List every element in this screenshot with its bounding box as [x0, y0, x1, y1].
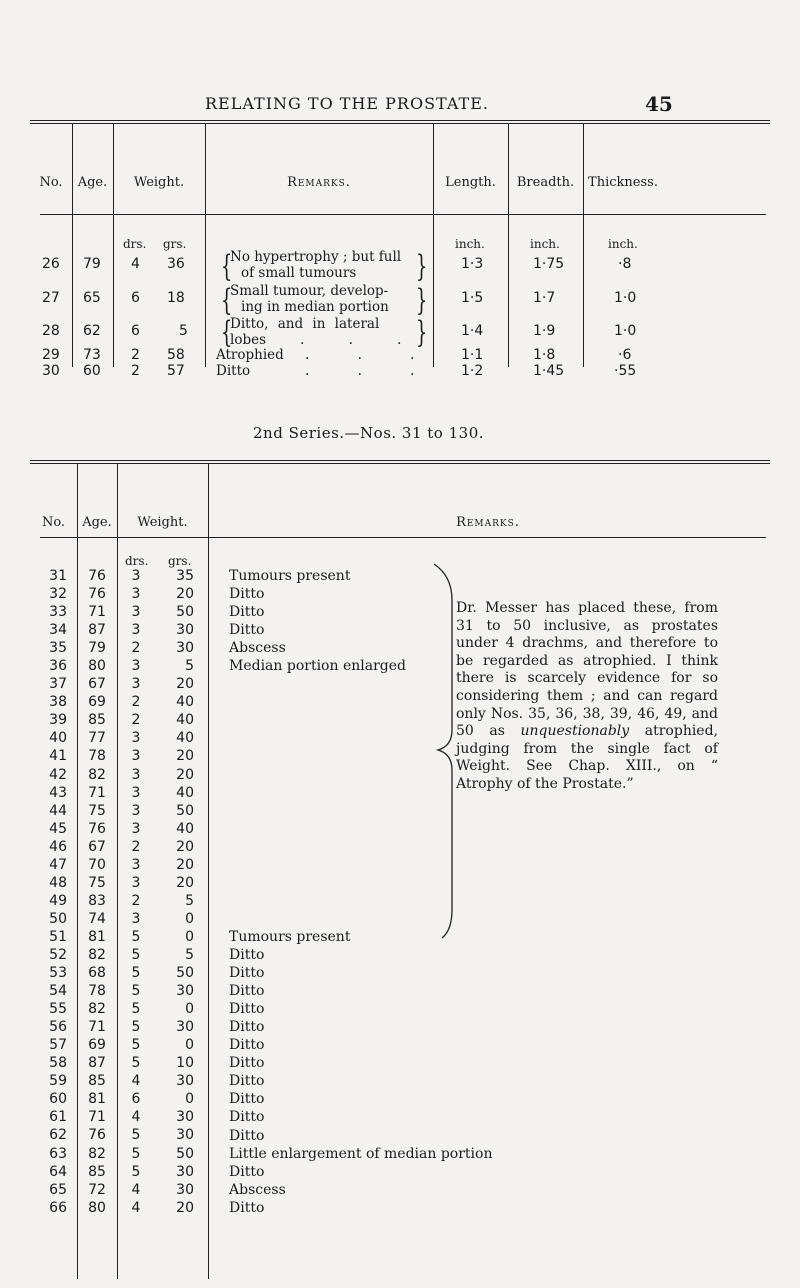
t2-cell-no: 31 — [49, 568, 67, 584]
t2-cell-age: 87 — [88, 622, 106, 639]
t2-cell-age: 75 — [88, 874, 106, 891]
t2-cell-age: 78 — [88, 983, 106, 1000]
t2-remarks-top — [229, 567, 406, 675]
t2-cell-grs: 50 — [176, 1145, 194, 1162]
t1-unit-thickness: inch. — [608, 237, 638, 251]
t2-cell-grs: 0 — [185, 1091, 194, 1108]
t1-thickness: 1·0 — [614, 323, 637, 339]
right-brace: } — [415, 315, 428, 350]
t2-cell-age: 68 — [88, 965, 106, 982]
t2-cell-no: 37 — [49, 676, 67, 693]
t2-cell-drs: 4 — [131, 1109, 141, 1126]
t2-col-divider — [117, 464, 118, 1279]
t2-cell-remark: Ditto — [229, 1199, 265, 1216]
t1-col-divider — [72, 124, 73, 367]
t2-cell-drs: 3 — [131, 766, 141, 783]
t2-cell-remark: Ditto — [229, 1001, 265, 1018]
t1-header-breadth: Breadth. — [516, 175, 575, 190]
t2-cell-remark: Abscess — [229, 1181, 286, 1198]
t2-cell-grs: 0 — [185, 1037, 194, 1054]
t2-cell-no: 38 — [49, 694, 67, 711]
table-1-top-rule-2 — [30, 123, 770, 124]
t2-cell-no: 60 — [49, 1091, 67, 1108]
t1-age: 60 — [83, 363, 101, 379]
t2-cell-drs: 5 — [131, 1127, 141, 1144]
t2-cell-no: 51 — [49, 928, 67, 945]
t1-remark-2: of small tumours — [241, 265, 357, 281]
t2-cell-grs: 50 — [176, 965, 194, 982]
t1-no: 26 — [42, 256, 60, 272]
t2-cell-grs: 20 — [176, 856, 194, 873]
t1-col-divider — [583, 124, 584, 367]
t2-cell-age: 76 — [88, 820, 106, 837]
t2-cell-grs: 35 — [176, 568, 194, 584]
t2-cell-drs: 3 — [131, 730, 141, 747]
t2-cell-age: 71 — [88, 1109, 106, 1126]
t2-cell-drs: 4 — [131, 1199, 141, 1216]
t2-column-grs — [160, 567, 194, 1217]
t2-cell-age: 76 — [88, 568, 106, 584]
t1-breadth: 1·75 — [533, 256, 565, 272]
t2-cell-age: 70 — [88, 856, 106, 873]
t1-unit-breadth: inch. — [530, 237, 560, 251]
t2-cell-no: 43 — [49, 784, 67, 801]
note-emphasis: unquestionably — [520, 723, 630, 740]
t2-cell-grs: 40 — [176, 712, 194, 729]
t1-col-divider — [508, 124, 509, 367]
t2-cell-no: 63 — [49, 1145, 67, 1162]
note-text-end: atrophied, judging from the single fact of Weight. See Chap. XIII., on “ Atrophy of the Prostate.” — [456, 723, 719, 792]
t1-thickness: ·6 — [618, 347, 632, 363]
t2-cell-no: 44 — [49, 802, 67, 819]
right-brace: } — [415, 283, 428, 318]
t2-cell-remark: Abscess — [229, 640, 286, 657]
t2-header-weight: Weight. — [137, 515, 188, 530]
left-brace: { — [220, 283, 233, 318]
t2-cell-remark: Tumours present — [229, 929, 351, 945]
t2-cell-drs: 4 — [131, 1181, 141, 1198]
t1-length: 1·4 — [461, 323, 484, 339]
t2-cell-age: 80 — [88, 658, 106, 675]
t2-cell-grs: 50 — [176, 802, 194, 819]
table-2-header-rule — [40, 537, 766, 538]
t1-thickness: ·55 — [614, 363, 637, 379]
t2-cell-no: 40 — [49, 730, 67, 747]
t2-cell-no: 50 — [49, 910, 67, 927]
t1-remark-1: Small tumour, develop- — [230, 283, 389, 299]
t2-cell-remark: Ditto — [229, 1109, 265, 1126]
t1-drs: 2 — [131, 363, 140, 379]
t2-cell-drs: 3 — [131, 748, 141, 765]
t2-cell-grs: 30 — [176, 1073, 194, 1090]
t2-cell-age: 71 — [88, 1019, 106, 1036]
t2-col-divider — [208, 464, 209, 1279]
t1-header-thickness: Thickness. — [588, 175, 658, 190]
t2-cell-grs: 30 — [176, 1127, 194, 1144]
t1-unit-drs: drs. — [123, 237, 147, 251]
t2-cell-drs: 3 — [131, 622, 141, 639]
left-brace: { — [220, 249, 233, 284]
t2-cell-age: 85 — [88, 1073, 106, 1090]
t2-cell-drs: 2 — [131, 712, 141, 729]
t2-col-divider — [77, 464, 78, 1279]
t1-unit-length: inch. — [455, 237, 485, 251]
t1-no: 27 — [42, 290, 60, 306]
table-2-top-rule — [30, 460, 770, 461]
t2-cell-no: 47 — [49, 856, 67, 873]
t2-header-age: Age. — [82, 515, 112, 530]
t2-cell-drs: 2 — [131, 694, 141, 711]
t2-cell-drs: 6 — [131, 1091, 141, 1108]
t2-remarks-bottom — [229, 928, 492, 1217]
t2-cell-age: 79 — [88, 640, 106, 657]
t2-cell-no: 66 — [49, 1199, 67, 1216]
t2-cell-remark: Tumours present — [229, 568, 351, 584]
t2-cell-grs: 5 — [185, 892, 194, 909]
t1-breadth: 1·9 — [533, 323, 556, 339]
t2-cell-remark: Ditto — [229, 947, 265, 964]
t1-length: 1·3 — [461, 256, 484, 272]
t2-cell-age: 82 — [88, 946, 106, 963]
t2-cell-no: 34 — [49, 622, 67, 639]
t2-cell-remark: Ditto — [229, 965, 265, 982]
t2-cell-age: 85 — [88, 712, 106, 729]
t2-cell-drs: 2 — [131, 838, 141, 855]
t2-cell-drs: 5 — [131, 1055, 141, 1072]
t2-cell-grs: 0 — [185, 928, 194, 945]
t2-cell-drs: 3 — [131, 910, 141, 927]
t1-age: 65 — [83, 290, 101, 306]
t2-cell-drs: 5 — [131, 1019, 141, 1036]
t2-cell-grs: 0 — [185, 1001, 194, 1018]
t2-cell-grs: 30 — [176, 640, 194, 657]
t2-cell-no: 46 — [49, 838, 67, 855]
t2-cell-no: 55 — [49, 1001, 67, 1018]
t2-cell-no: 57 — [49, 1037, 67, 1054]
t1-drs: 6 — [131, 290, 140, 306]
t2-cell-grs: 20 — [176, 874, 194, 891]
t2-cell-no: 65 — [49, 1181, 67, 1198]
t2-header-remarks: Remarks. — [456, 515, 520, 530]
t1-no: 28 — [42, 323, 60, 339]
t1-remark-2: lobes — [230, 332, 267, 348]
table-2-top-rule-2 — [30, 463, 770, 464]
t2-cell-age: 81 — [88, 928, 106, 945]
t1-thickness: 1·0 — [614, 290, 637, 306]
t2-cell-drs: 3 — [131, 874, 141, 891]
t1-col-divider — [205, 124, 206, 367]
t2-cell-no: 62 — [49, 1127, 67, 1144]
t2-cell-no: 42 — [49, 766, 67, 783]
t2-cell-age: 71 — [88, 604, 106, 621]
t2-cell-remark: Ditto — [229, 1091, 265, 1108]
t2-cell-grs: 20 — [176, 676, 194, 693]
t2-cell-grs: 20 — [176, 838, 194, 855]
t2-cell-remark: Ditto — [229, 1037, 265, 1054]
t2-cell-age: 76 — [88, 1127, 106, 1144]
t1-remark-1: Atrophied — [216, 347, 284, 363]
t2-cell-remark: Ditto — [229, 1055, 265, 1072]
t2-cell-drs: 5 — [131, 965, 141, 982]
t1-length: 1·5 — [461, 290, 484, 306]
t1-age: 79 — [83, 256, 101, 272]
t2-unit-grs: grs. — [168, 554, 192, 568]
t2-cell-no: 59 — [49, 1073, 67, 1090]
t2-cell-grs: 10 — [176, 1055, 194, 1072]
page-number: 45 — [645, 92, 673, 116]
t2-cell-age: 75 — [88, 802, 106, 819]
t1-remark-1: Ditto — [216, 363, 251, 379]
t2-cell-no: 41 — [49, 748, 67, 765]
t2-cell-age: 67 — [88, 838, 106, 855]
t1-unit-grs: grs. — [163, 237, 187, 251]
t2-cell-drs: 2 — [131, 892, 141, 909]
t2-cell-grs: 20 — [176, 1199, 194, 1216]
t2-header-no: No. — [41, 515, 66, 530]
t2-cell-drs: 3 — [131, 658, 141, 675]
left-brace: { — [220, 315, 233, 350]
t2-cell-drs: 3 — [131, 586, 141, 603]
t2-cell-age: 80 — [88, 1199, 106, 1216]
t2-cell-drs: 5 — [131, 1163, 141, 1180]
t1-remark-1: Ditto, and in lateral — [230, 316, 380, 332]
t2-cell-no: 39 — [49, 712, 67, 729]
leader-dots: . . . — [300, 332, 422, 348]
editor-note — [456, 600, 718, 794]
t2-cell-grs: 20 — [176, 748, 194, 765]
t2-column-age — [80, 567, 114, 1217]
t2-cell-drs: 5 — [131, 1145, 141, 1162]
t2-cell-drs: 2 — [131, 640, 141, 657]
t2-cell-no: 58 — [49, 1055, 67, 1072]
t2-cell-age: 69 — [88, 694, 106, 711]
leader-dots: . . . — [305, 347, 437, 363]
t2-cell-drs: 3 — [131, 676, 141, 693]
t2-cell-grs: 30 — [176, 1019, 194, 1036]
t2-column-no — [30, 567, 67, 1217]
t2-cell-drs: 3 — [131, 856, 141, 873]
t2-cell-age: 77 — [88, 730, 106, 747]
t2-cell-remark: Ditto — [229, 622, 265, 639]
t2-cell-remark: Ditto — [229, 1019, 265, 1036]
t2-cell-drs: 3 — [131, 802, 141, 819]
t1-drs: 4 — [131, 256, 140, 272]
t2-cell-grs: 30 — [176, 1181, 194, 1198]
t2-cell-grs: 0 — [185, 910, 194, 927]
t1-header-weight: Weight. — [133, 175, 185, 190]
note-text: Dr. Messer has placed these, from 31 to 50 inclusive, as prostates under 4 drachms, and therefore to be regarded as atrophied. I think there is scarcely evidence for so considering them ; and can regard only Nos. 35, 36, 38, 39, 46, 49, and 50 as — [456, 600, 718, 740]
t2-cell-no: 33 — [49, 604, 67, 621]
t1-remark-2: ing in median portion — [241, 299, 389, 315]
t2-cell-drs: 5 — [131, 1001, 141, 1018]
t2-cell-remark: Ditto — [229, 983, 265, 1000]
t1-length: 1·1 — [461, 347, 484, 363]
t2-cell-no: 53 — [49, 965, 67, 982]
t2-cell-grs: 20 — [176, 586, 194, 603]
t1-age: 62 — [83, 323, 101, 339]
t2-cell-remark: Little enlargement of median portion — [229, 1145, 493, 1162]
t2-column-drs — [127, 567, 145, 1217]
t2-cell-no: 52 — [49, 946, 67, 963]
t2-cell-remark: Ditto — [229, 604, 265, 621]
t2-cell-no: 64 — [49, 1163, 67, 1180]
t1-header-remarks: Remarks. — [287, 175, 351, 190]
t2-cell-age: 69 — [88, 1037, 106, 1054]
t2-cell-grs: 40 — [176, 730, 194, 747]
t2-cell-drs: 3 — [131, 604, 141, 621]
t2-cell-no: 48 — [49, 874, 67, 891]
t2-cell-grs: 20 — [176, 766, 194, 783]
t2-cell-drs: 3 — [131, 784, 141, 801]
table-1-top-rule — [30, 120, 770, 121]
t2-cell-no: 32 — [49, 586, 67, 603]
t2-cell-age: 85 — [88, 1163, 106, 1180]
t2-cell-drs: 3 — [131, 568, 141, 584]
t2-unit-drs: drs. — [125, 554, 149, 568]
t1-grs: 5 — [179, 323, 188, 339]
t1-header-age: Age. — [77, 175, 108, 190]
t2-cell-drs: 3 — [131, 820, 141, 837]
t2-cell-no: 56 — [49, 1019, 67, 1036]
t1-no: 29 — [42, 347, 60, 363]
t2-cell-age: 87 — [88, 1055, 106, 1072]
t2-cell-drs: 5 — [131, 946, 141, 963]
t2-cell-age: 82 — [88, 1001, 106, 1018]
t2-cell-remark: Ditto — [229, 1073, 265, 1090]
t2-cell-drs: 4 — [131, 1073, 141, 1090]
t2-cell-no: 54 — [49, 983, 67, 1000]
t1-length: 1·2 — [461, 363, 484, 379]
t2-cell-grs: 40 — [176, 784, 194, 801]
running-head: RELATING TO THE PROSTATE. — [205, 94, 489, 113]
t2-cell-age: 72 — [88, 1181, 106, 1198]
t2-cell-remark: Ditto — [229, 586, 265, 603]
t2-cell-grs: 40 — [176, 694, 194, 711]
t2-cell-no: 45 — [49, 820, 67, 837]
t2-cell-no: 36 — [49, 658, 67, 675]
t2-cell-age: 83 — [88, 892, 106, 909]
table-1-header-rule — [40, 214, 766, 215]
series-heading: 2nd Series.—Nos. 31 to 130. — [253, 424, 485, 442]
t1-grs: 36 — [167, 256, 185, 272]
t2-cell-age: 82 — [88, 766, 106, 783]
t2-cell-age: 67 — [88, 676, 106, 693]
t2-cell-grs: 30 — [176, 983, 194, 1000]
t2-cell-grs: 5 — [185, 946, 194, 963]
t2-cell-remark: Ditto — [229, 1127, 265, 1144]
t2-cell-drs: 5 — [131, 983, 141, 1000]
t1-remark-1: No hypertrophy ; but full — [230, 249, 402, 265]
t2-cell-age: 76 — [88, 586, 106, 603]
t2-cell-age: 78 — [88, 748, 106, 765]
right-brace: } — [415, 249, 428, 284]
t1-grs: 57 — [167, 363, 185, 379]
t2-cell-age: 81 — [88, 1091, 106, 1108]
t1-thickness: ·8 — [618, 256, 632, 272]
t1-header-length: Length. — [445, 175, 496, 190]
t2-cell-age: 82 — [88, 1145, 106, 1162]
t2-cell-grs: 40 — [176, 820, 194, 837]
t2-cell-drs: 5 — [131, 928, 141, 945]
t2-cell-grs: 50 — [176, 604, 194, 621]
t1-no: 30 — [42, 363, 60, 379]
t1-breadth: 1·8 — [533, 347, 556, 363]
t2-cell-grs: 30 — [176, 1163, 194, 1180]
t1-grs: 18 — [167, 290, 185, 306]
t2-cell-grs: 30 — [176, 1109, 194, 1126]
t1-drs: 6 — [131, 323, 140, 339]
t2-cell-no: 49 — [49, 892, 67, 909]
t2-cell-age: 71 — [88, 784, 106, 801]
t2-cell-grs: 5 — [185, 658, 194, 675]
t2-cell-drs: 5 — [131, 1037, 141, 1054]
t1-breadth: 1·45 — [533, 363, 565, 379]
t1-header-no: No. — [39, 175, 63, 190]
t2-cell-remark: Ditto — [229, 1163, 265, 1180]
leader-dots: . . . — [305, 363, 437, 379]
t2-cell-grs: 30 — [176, 622, 194, 639]
t1-col-divider — [433, 124, 434, 367]
t1-drs: 2 — [131, 347, 140, 363]
t1-grs: 58 — [167, 347, 185, 363]
t2-cell-age: 74 — [88, 910, 106, 927]
t2-cell-no: 35 — [49, 640, 67, 657]
t2-cell-no: 61 — [49, 1109, 67, 1126]
t1-breadth: 1·7 — [533, 290, 556, 306]
t1-age: 73 — [83, 347, 101, 363]
t2-cell-remark: Median portion enlarged — [229, 658, 406, 675]
t1-col-divider — [113, 124, 114, 367]
